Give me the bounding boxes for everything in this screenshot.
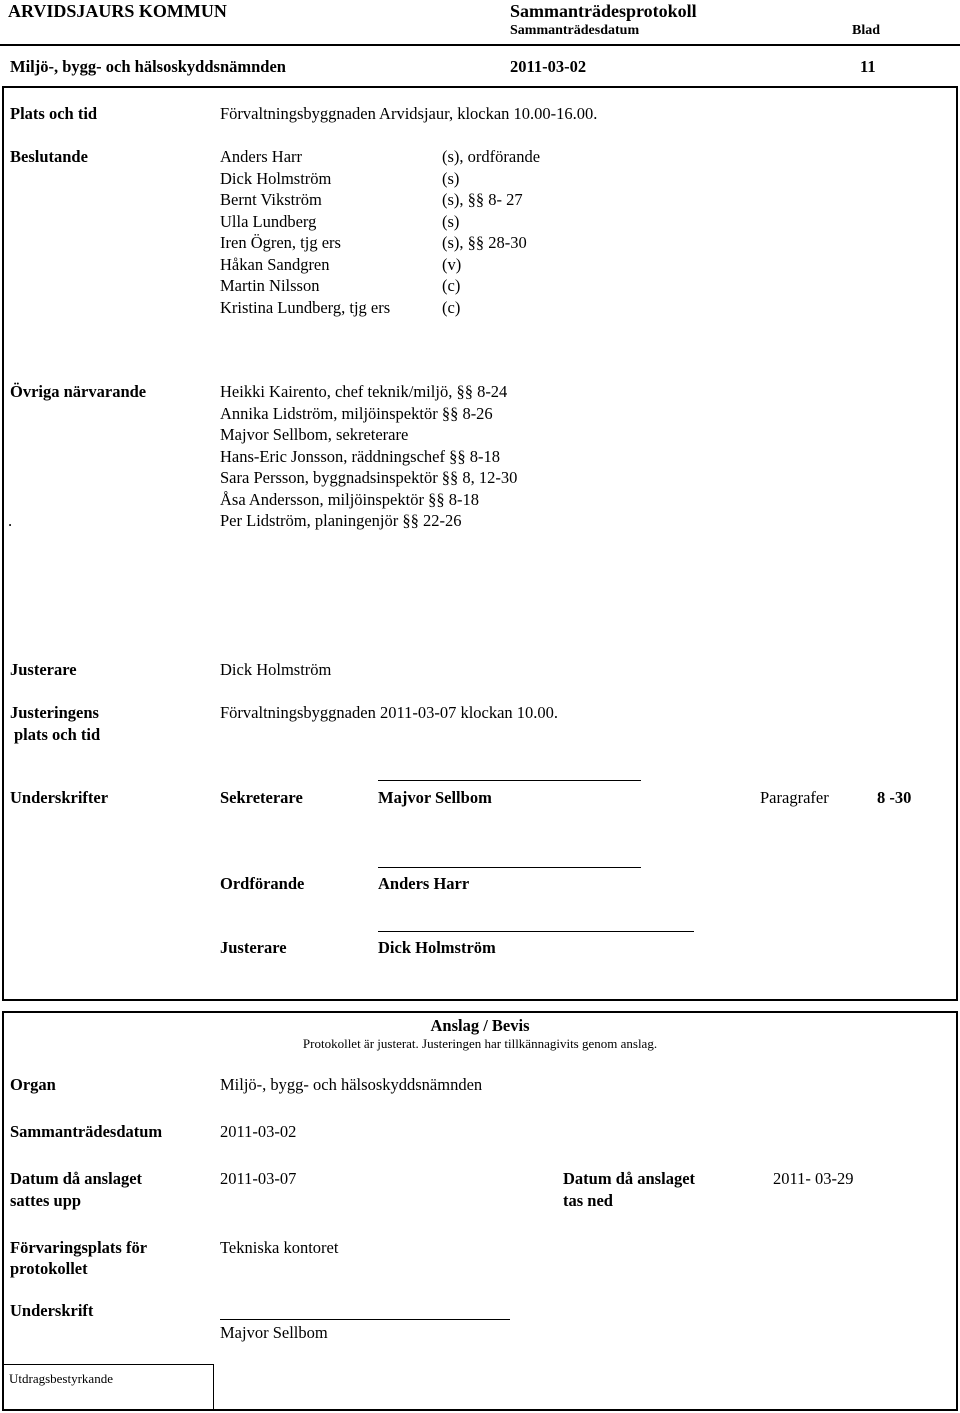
member-role: (s), ordförande (442, 147, 541, 166)
adjustment-place-label-2: plats och tid (14, 725, 101, 744)
decision-makers-roles (442, 146, 540, 318)
certified-extract-label: Utdragsbestyrkande (9, 1371, 113, 1386)
footer-cell-divider (213, 1364, 214, 1411)
member-name: Dick Holmström (220, 168, 332, 188)
page-number: 11 (860, 57, 876, 76)
doc-type: Sammanträdesprotokoll (510, 1, 697, 21)
signature-line-adjuster (378, 931, 694, 932)
member-name: Bernt Vikström (220, 190, 322, 209)
member-role: (c) (442, 297, 461, 317)
attendee: Heikki Kairento, chef teknik/miljö, §§ 8-24 (220, 382, 508, 401)
signature-line-secretary (378, 780, 641, 781)
secretary-name: Majvor Sellbom (378, 788, 492, 807)
chair-role: Ordförande (220, 874, 305, 893)
posted-label-2: sattes upp (10, 1191, 82, 1210)
attendee: Åsa Andersson, miljöinspektör §§ 8-18 (220, 489, 479, 509)
others-present-label: Övriga närvarande (10, 382, 147, 401)
adjuster-label: Justerare (10, 660, 77, 679)
page-label: Blad (852, 23, 881, 38)
signature-line-notice (220, 1319, 510, 1320)
organ-value: Miljö-, bygg- och hälsoskyddsnämnden (220, 1075, 483, 1094)
member-role: (s), §§ 28-30 (442, 233, 527, 252)
notice-frame (2, 1011, 958, 1411)
meeting-date-label: Sammanträdesdatum (10, 1122, 163, 1141)
member-name: Anders Harr (220, 147, 303, 166)
place-time-label: Plats och tid (10, 104, 98, 123)
member-role: (s), §§ 8- 27 (442, 190, 523, 209)
stray-dot: . (8, 511, 13, 530)
header-divider (0, 44, 960, 46)
decision-makers-names (220, 146, 390, 318)
member-name: Martin Nilsson (220, 276, 320, 295)
adjustment-place-label-1: Justeringens (10, 703, 99, 722)
storage-label-2: protokollet (10, 1259, 88, 1278)
removed-value: 2011- 03-29 (773, 1169, 854, 1188)
removed-label-2: tas ned (563, 1191, 613, 1210)
member-role: (s) (442, 211, 460, 231)
date-label: Sammanträdesdatum (510, 23, 640, 38)
member-name: Kristina Lundberg, tjg ers (220, 297, 391, 317)
place-time-value: Förvaltningsbyggnaden Arvidsjaur, klockan 10.00-16.00. (220, 104, 598, 123)
adjustment-place-value: Förvaltningsbyggnaden 2011-03-07 klockan 10.00. (220, 703, 559, 722)
member-name: Håkan Sandgren (220, 254, 330, 274)
others-present-list (220, 381, 517, 532)
member-name: Iren Ögren, tjg ers (220, 233, 341, 252)
chair-name: Anders Harr (378, 874, 470, 893)
footer-cell-top (2, 1364, 214, 1365)
signature-line-chair (378, 867, 641, 868)
notice-subtitle: Protokollet är justerat. Justeringen har tillkännagivits genom anslag. (302, 1036, 658, 1051)
attendee: Majvor Sellbom, sekreterare (220, 425, 409, 444)
meeting-date-value: 2011-03-02 (220, 1122, 297, 1141)
attendee: Annika Lidström, miljöinspektör §§ 8-26 (220, 403, 493, 423)
decision-makers-label: Beslutande (10, 147, 88, 166)
attendee: Hans-Eric Jonsson, räddningschef §§ 8-18 (220, 446, 500, 466)
notice-title: Anslag / Bevis (430, 1016, 530, 1035)
attendee: Sara Persson, byggnadsinspektör §§ 8, 12-30 (220, 468, 518, 487)
signature-name: Majvor Sellbom (220, 1323, 328, 1342)
signatures-label: Underskrifter (10, 788, 109, 807)
member-name: Ulla Lundberg (220, 211, 317, 231)
secretary-role: Sekreterare (220, 788, 303, 807)
meeting-date: 2011-03-02 (510, 57, 587, 76)
member-role: (s) (442, 168, 460, 188)
adjuster-signature-name: Dick Holmström (378, 938, 496, 957)
member-role: (v) (442, 254, 462, 274)
adjuster-name: Dick Holmström (220, 660, 332, 679)
organ-label: Organ (10, 1075, 56, 1094)
member-role: (c) (442, 276, 461, 295)
posted-label-1: Datum då anslaget (10, 1169, 143, 1188)
paragraphs-value: 8 -30 (877, 788, 912, 807)
committee-name: Miljö-, bygg- och hälsoskyddsnämnden (10, 57, 286, 76)
storage-label-1: Förvaringsplats för (10, 1238, 148, 1257)
storage-value: Tekniska kontoret (220, 1238, 339, 1257)
signature-label: Underskrift (10, 1301, 94, 1320)
removed-label-1: Datum då anslaget (563, 1169, 696, 1188)
adjuster-role: Justerare (220, 938, 287, 957)
paragraphs-label: Paragrafer (760, 788, 829, 807)
org-name: ARVIDSJAURS KOMMUN (8, 1, 227, 21)
attendee: Per Lidström, planingenjör §§ 22-26 (220, 511, 462, 530)
posted-value: 2011-03-07 (220, 1169, 297, 1188)
